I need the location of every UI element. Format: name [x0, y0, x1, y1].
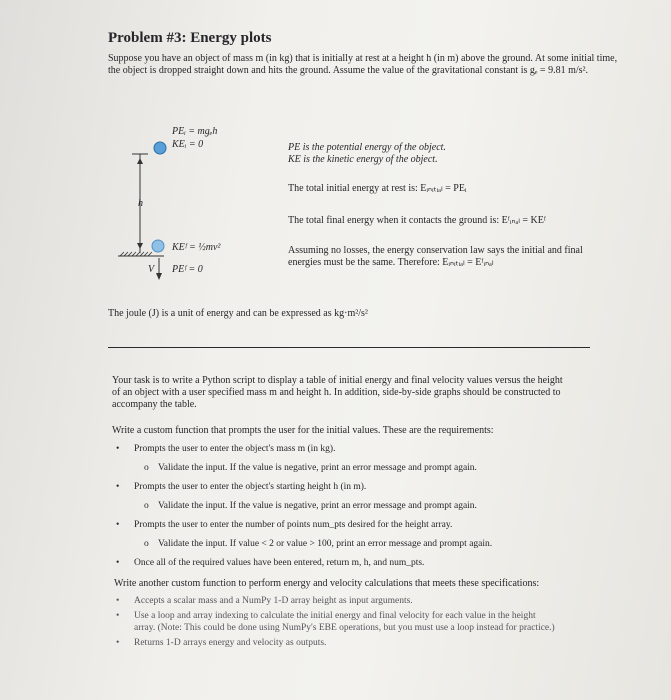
- list-item: o Validate the input. If the value is negative, print an error message and prompt again.: [144, 501, 477, 511]
- function1-heading: Write a custom function that prompts the user for the initial values. These are the requirements:: [112, 425, 494, 436]
- pe-final-label: PEᶠ = 0: [172, 264, 203, 275]
- section-divider: [108, 347, 590, 348]
- pe-definition: PE is the potential energy of the object.: [288, 142, 446, 153]
- height-label: h: [138, 198, 143, 209]
- pe-initial-label: PEᵢ = mgₑh: [172, 126, 218, 137]
- ground-hatch: [120, 252, 152, 256]
- ke-initial-label: KEᵢ = 0: [172, 139, 204, 150]
- ke-definition: KE is the kinetic energy of the object.: [288, 154, 438, 165]
- list-item: • Prompts the user to enter the object's starting height h (in m).: [116, 482, 367, 492]
- ball-top-icon: [154, 142, 166, 154]
- list-item: • Prompts the user to enter the number of points num_pts desired for the height array.: [116, 520, 453, 530]
- initial-energy-definition: The total initial energy at rest is: Eᵢₙᵢₜᵢₐₗ = PEᵢ: [288, 183, 467, 194]
- task-paragraph: Your task is to write a Python script to display a table of initial energy and final velocity values versus the height of an object with a user specified mass m and height h. In addition, side-by-side graphs should be constructed to accompany the table.: [112, 375, 563, 410]
- list-item: • Use a loop and array indexing to calculate the initial energy and final velocity for each value in the height array. (Note: This could be done using NumPy's EBE operations, but you must use a loop instead for practice.): [116, 611, 555, 633]
- conservation-definition: Assuming no losses, the energy conservation law says the initial and final energies must be the same. Therefore: Eᵢₙᵢₜᵢₐₗ = Eᶠᵢₙₐₗ: [288, 245, 583, 268]
- joule-definition: The joule (J) is a unit of energy and can be expressed as kg·m²/s²: [108, 308, 368, 319]
- ke-final-label: KEᶠ = ½mv²: [172, 242, 221, 253]
- list-item: • Accepts a scalar mass and a NumPy 1-D array height as input arguments.: [116, 596, 413, 606]
- velocity-label: V: [148, 264, 155, 275]
- intro-paragraph: Suppose you have an object of mass m (in kg) that is initially at rest at a height h (in m) above the ground. At some initial time, the object is dropped straight down and hits the ground. Assume the value of the gravitational constant is gₑ = 9.81 m/s².: [108, 53, 618, 76]
- list-item: • Prompts the user to enter the object's mass m (in kg).: [116, 444, 336, 454]
- list-item: • Once all of the required values have been entered, return m, h, and num_pts.: [116, 558, 425, 568]
- ball-bottom-icon: [152, 240, 164, 252]
- function2-heading: Write another custom function to perform energy and velocity calculations that meets these specifications:: [114, 578, 540, 589]
- list-item: o Validate the input. If the value is negative, print an error message and prompt again.: [144, 463, 477, 473]
- function1-list: [116, 443, 566, 576]
- problem-title: Problem #3: Energy plots: [108, 30, 272, 46]
- energy-diagram: [118, 118, 268, 288]
- function2-list: [116, 595, 556, 656]
- list-item: o Validate the input. If value < 2 or value > 100, print an error message and prompt again.: [144, 539, 493, 549]
- final-energy-definition: The total final energy when it contacts the ground is: Eᶠᵢₙₐₗ = KEᶠ: [288, 215, 546, 226]
- list-item: • Returns 1-D arrays energy and velocity as outputs.: [116, 638, 327, 648]
